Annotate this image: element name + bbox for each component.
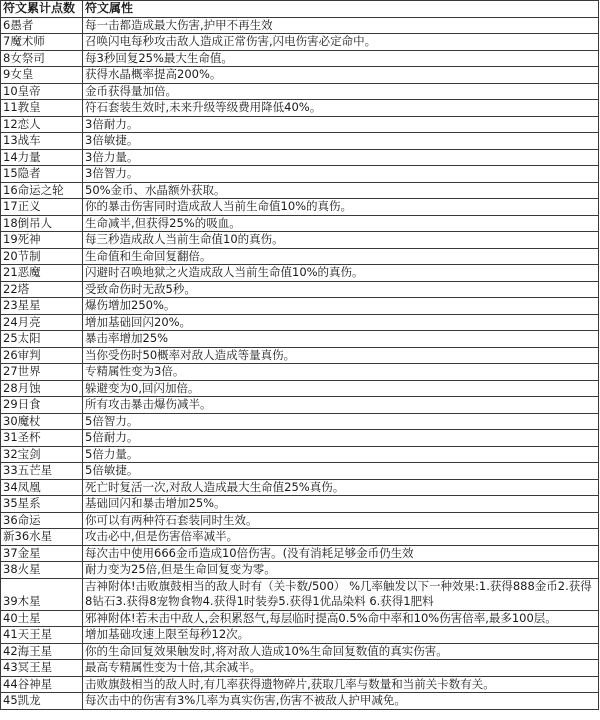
rune-effect-cell: 爆伤增加250%。 — [83, 298, 599, 315]
header-rune-points: 符文累计点数 — [1, 1, 83, 18]
table-row — [1, 610, 599, 627]
table-row — [1, 182, 599, 199]
rune-name-cell: 36命运 — [1, 512, 83, 529]
table-row — [1, 562, 599, 579]
rune-name-cell: 23星星 — [1, 298, 83, 315]
rune-effect-cell: 你的生命回复效果触发时,将对敌人造成10%生命回复数值的真实伤害。 — [83, 643, 599, 660]
table-row — [1, 232, 599, 249]
table-row — [1, 529, 599, 546]
table-row — [1, 545, 599, 562]
table-row — [1, 446, 599, 463]
table-row — [1, 248, 599, 265]
rune-name-cell: 39木星 — [1, 578, 83, 610]
rune-effect-cell: 生命值和生命回复翻倍。 — [83, 248, 599, 265]
table-row — [1, 83, 599, 100]
rune-effect-cell: 攻击必中,但是伤害倍率减半。 — [83, 529, 599, 546]
rune-effect-cell: 你可以有两种符石套装同时生效。 — [83, 512, 599, 529]
table-row — [1, 34, 599, 51]
rune-name-cell: 37金星 — [1, 545, 83, 562]
rune-name-cell: 38火星 — [1, 562, 83, 579]
rune-effect-cell: 你的暴击伤害同时造成敌人当前生命值10%的真伤。 — [83, 199, 599, 216]
table-row — [1, 676, 599, 693]
table-row — [1, 215, 599, 232]
rune-name-cell: 26审判 — [1, 347, 83, 364]
table-row — [1, 643, 599, 660]
rune-name-cell: 32宝剑 — [1, 446, 83, 463]
table-row — [1, 380, 599, 397]
rune-name-cell: 24月亮 — [1, 314, 83, 331]
table-row — [1, 100, 599, 117]
rune-effect-cell: 5倍敏捷。 — [83, 463, 599, 480]
rune-name-cell: 34凤凰 — [1, 479, 83, 496]
rune-effect-cell: 吉神附体!击败旗鼓相当的敌人时有（关卡数/500） %几率触发以下一种效果:1.获得888金币2.获得8钻石3.获得8宠物食物4.获得1时装券5.获得1优品染料 6.获得1肥料 — [83, 578, 599, 610]
rune-name-cell: 27世界 — [1, 364, 83, 381]
table-row — [1, 479, 599, 496]
rune-effect-cell: 每次击中使用666金币造成10倍伤害。(没有消耗足够金币仍生效 — [83, 545, 599, 562]
rune-name-cell: 13战车 — [1, 133, 83, 150]
table-row — [1, 149, 599, 166]
table-row — [1, 17, 599, 34]
rune-effect-cell: 5倍智力。 — [83, 413, 599, 430]
header-rune-attribute: 符文属性 — [83, 1, 599, 18]
rune-name-cell: 7魔术师 — [1, 34, 83, 51]
table-row — [1, 463, 599, 480]
rune-effect-cell: 耐力变为25倍,但是生命回复变为零。 — [83, 562, 599, 579]
rune-effect-cell: 每次击中的伤害有3%几率为真实伤害,伤害不被敌人护甲减免。 — [83, 693, 599, 710]
rune-effect-cell: 每一击都造成最大伤害,护甲不再生效 — [83, 17, 599, 34]
rune-name-cell: 12恋人 — [1, 116, 83, 133]
table-body — [1, 17, 599, 709]
rune-name-cell: 41天王星 — [1, 627, 83, 644]
rune-effect-cell: 召唤闪电每秒攻击敌人造成正常伤害,闪电伤害必定命中。 — [83, 34, 599, 51]
rune-name-cell: 35星系 — [1, 496, 83, 513]
rune-effect-cell: 符石套装生效时,未来升级等级费用降低40%。 — [83, 100, 599, 117]
table-row — [1, 314, 599, 331]
rune-effect-cell: 3倍智力。 — [83, 166, 599, 183]
rune-name-cell: 21恶魔 — [1, 265, 83, 282]
rune-effect-cell: 金币获得量加倍。 — [83, 83, 599, 100]
table-row — [1, 578, 599, 610]
table-row — [1, 347, 599, 364]
rune-effect-cell: 最高专精属性变为十倍,其余减半。 — [83, 660, 599, 677]
table-row — [1, 660, 599, 677]
rune-effect-cell: 增加基础回闪20%。 — [83, 314, 599, 331]
table-row — [1, 496, 599, 513]
rune-effect-cell: 基础回闪和暴击增加25%。 — [83, 496, 599, 513]
rune-effect-cell: 击败旗鼓相当的敌人时,有几率获得遗物碎片,获取几率与数量和当前关卡数有关。 — [83, 676, 599, 693]
rune-name-cell: 11教皇 — [1, 100, 83, 117]
rune-name-cell: 15隐者 — [1, 166, 83, 183]
rune-effect-cell: 躲避变为0,回闪加倍。 — [83, 380, 599, 397]
rune-effect-cell: 获得水晶概率提高200%。 — [83, 67, 599, 84]
table-row — [1, 298, 599, 315]
rune-effect-cell: 增加基础攻速上限至每秒12次。 — [83, 627, 599, 644]
rune-name-cell: 42海王星 — [1, 643, 83, 660]
table-row — [1, 430, 599, 447]
table-row — [1, 627, 599, 644]
rune-effect-cell: 死亡时复活一次,对敌人造成最大生命值25%真伤。 — [83, 479, 599, 496]
table-row — [1, 265, 599, 282]
table-row — [1, 281, 599, 298]
rune-effect-cell: 生命减半,但获得25%的吸血。 — [83, 215, 599, 232]
rune-name-cell: 28月蚀 — [1, 380, 83, 397]
rune-name-cell: 16命运之轮 — [1, 182, 83, 199]
rune-name-cell: 8女祭司 — [1, 50, 83, 67]
rune-name-cell: 22塔 — [1, 281, 83, 298]
table-row — [1, 67, 599, 84]
rune-effect-cell: 所有攻击暴击爆伤减半。 — [83, 397, 599, 414]
rune-name-cell: 18倒吊人 — [1, 215, 83, 232]
table-row — [1, 364, 599, 381]
rune-name-cell: 14力量 — [1, 149, 83, 166]
table-row — [1, 133, 599, 150]
rune-effect-cell: 3倍力量。 — [83, 149, 599, 166]
table-row — [1, 199, 599, 216]
rune-effect-cell: 3倍敏捷。 — [83, 133, 599, 150]
rune-name-cell: 45凯龙 — [1, 693, 83, 710]
table-row — [1, 116, 599, 133]
rune-effect-cell: 专精属性变为3倍。 — [83, 364, 599, 381]
table-row — [1, 397, 599, 414]
rune-name-cell: 40土星 — [1, 610, 83, 627]
rune-effect-cell: 闪避时召唤地狱之火造成敌人当前生命值10%的真伤。 — [83, 265, 599, 282]
table-header-row — [1, 1, 599, 18]
rune-effect-cell: 暴击率增加25% — [83, 331, 599, 348]
rune-name-cell: 25太阳 — [1, 331, 83, 348]
rune-effect-cell: 每3秒回复25%最大生命值。 — [83, 50, 599, 67]
rune-name-cell: 20节制 — [1, 248, 83, 265]
table-row — [1, 331, 599, 348]
rune-name-cell: 17正义 — [1, 199, 83, 216]
rune-name-cell: 44谷神星 — [1, 676, 83, 693]
table-row — [1, 166, 599, 183]
table-row — [1, 512, 599, 529]
rune-effect-cell: 5倍力量。 — [83, 446, 599, 463]
table-row — [1, 693, 599, 710]
rune-effect-cell: 受致命伤时无敌5秒。 — [83, 281, 599, 298]
rune-name-cell: 29日食 — [1, 397, 83, 414]
table-row — [1, 50, 599, 67]
rune-name-cell: 30魔杖 — [1, 413, 83, 430]
rune-name-cell: 43冥王星 — [1, 660, 83, 677]
rune-name-cell: 新36水星 — [1, 529, 83, 546]
rune-effect-cell: 50%金币、水晶额外获取。 — [83, 182, 599, 199]
rune-effect-cell: 3倍耐力。 — [83, 116, 599, 133]
rune-name-cell: 33五芒星 — [1, 463, 83, 480]
rune-effect-cell: 邪神附体!若未击中敌人,会积累怒气,每层临时提高0.5%命中率和10%伤害倍率,最多100层。 — [83, 610, 599, 627]
rune-name-cell: 19死神 — [1, 232, 83, 249]
rune-effect-cell: 5倍耐力。 — [83, 430, 599, 447]
rune-name-cell: 10皇帝 — [1, 83, 83, 100]
rune-name-cell: 31圣杯 — [1, 430, 83, 447]
rune-name-cell: 9女皇 — [1, 67, 83, 84]
rune-name-cell: 6愚者 — [1, 17, 83, 34]
rune-effect-cell: 每三秒造成敌人当前生命值10的真伤。 — [83, 232, 599, 249]
table-row — [1, 413, 599, 430]
rune-effect-cell: 当你受伤时50概率对敌人造成等量真伤。 — [83, 347, 599, 364]
